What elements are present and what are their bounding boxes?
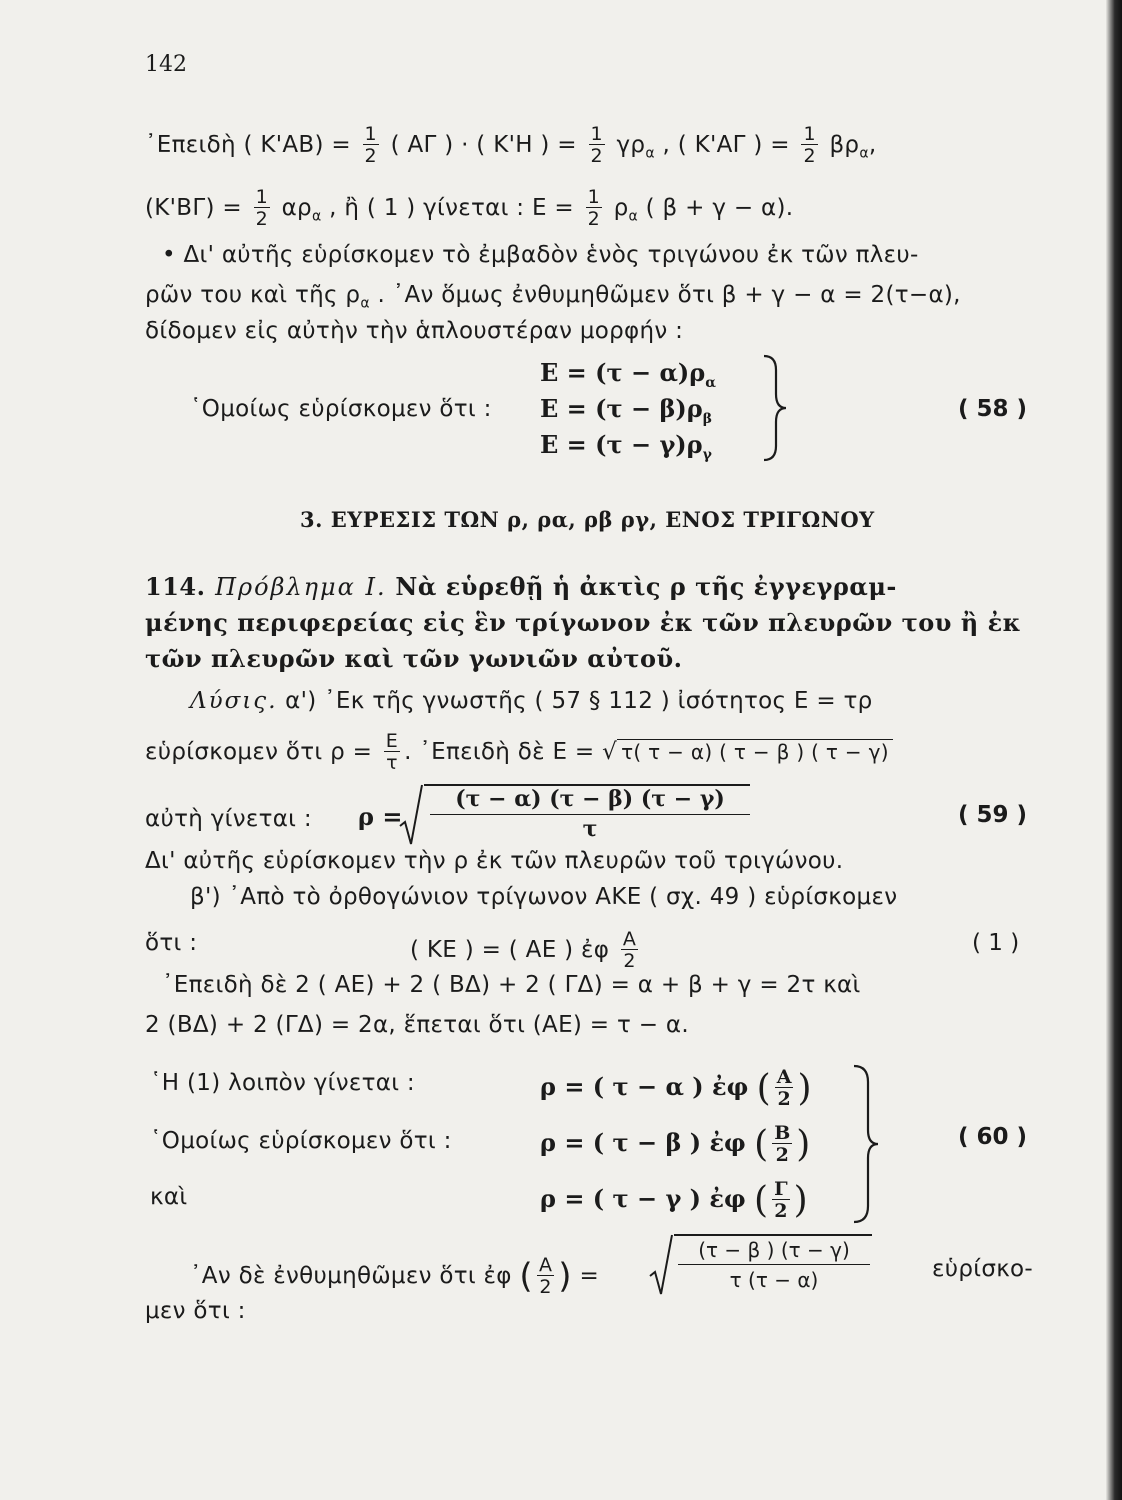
radical-numerator: (τ − β ) (τ − γ) bbox=[678, 1238, 870, 1265]
formula-line-20: ᾽Αν δὲ ἐνθυμηθῶμεν ὅτι ἐφ ( $\frac{A}{2}$ ) = bbox=[190, 1254, 600, 1298]
paragraph-line: • Δι' αὐτῆς εὑρίσκομεν τὸ ἐμβαδὸν ἑνὸς τριγώνου ἐκ τῶν πλευ- bbox=[162, 242, 919, 268]
fraction-g-over-2: $\frac{\Gamma}{2}$ bbox=[774, 1178, 788, 1222]
paragraph-line: ρῶν του καὶ τῆς $\rho_\alpha$ . ᾽Αν ὅμως ἐνθυμηθῶμεν ὅτι β + γ − α = 2(τ−α), bbox=[145, 282, 961, 312]
problem-statement-line-3: τῶν πλευρῶν καὶ τῶν γωνιῶν αὐτοῦ. bbox=[145, 644, 683, 673]
equation-58-row-3: $E = (\tau - \gamma)\rho_\gamma$ bbox=[540, 430, 712, 463]
fraction-half: $\frac{1}{2}$ bbox=[590, 123, 603, 167]
equation-60-row-2: ρ = ( τ − β ) ἐφ ( $\frac{B}{2}$ ) bbox=[540, 1122, 811, 1166]
equation-58-number: ( 58 ) bbox=[958, 396, 1028, 422]
equation-60-number: ( 60 ) bbox=[958, 1124, 1028, 1150]
page-number: 142 bbox=[145, 52, 187, 77]
problem-statement-line-1: 114. Πρόβλημα Ι. Νὰ εὑρεθῇ ἡ ἀκτὶς ρ τῆς ἐγγεγραμ- bbox=[145, 572, 897, 601]
problem-statement-line-2: μένης περιφερείας εἰς ἓν τρίγωνον ἐκ τῶν πλευρῶν του ἢ ἐκ bbox=[145, 608, 1022, 637]
formula-line-2: (Κ'ΒΓ) = $\frac{1}{2}$ $\alpha\rho_\alpha$ , ἢ ( 1 ) γίνεται : Ε = $\frac{1}{2}$ $\rho_\alpha$ ( β + γ − α). bbox=[145, 186, 794, 230]
equation-60-row-1: ρ = ( τ − α ) ἐφ ( $\frac{A}{2}$ ) bbox=[540, 1066, 812, 1110]
page-edge-shadow bbox=[1106, 0, 1122, 1500]
formula-line-14-label: ὅτι : bbox=[145, 930, 198, 956]
fraction-half: $\frac{1}{2}$ bbox=[587, 186, 600, 230]
paragraph-line-end: εὑρίσκο- bbox=[932, 1256, 1034, 1282]
equation-58-label: ῾Ομοίως εὑρίσκομεν ὅτι : bbox=[190, 396, 492, 422]
equation-59-denominator: τ bbox=[582, 816, 598, 842]
equation-60-label-2: ῾Ομοίως εὑρίσκομεν ὅτι : bbox=[150, 1128, 452, 1154]
fraction-a-over-2: $\frac{A}{2}$ bbox=[622, 928, 637, 972]
paragraph-line: Δι' αὐτῆς εὑρίσκομεν τὴν ρ ἐκ τῶν πλευρῶν τοῦ τριγώνου. bbox=[145, 848, 844, 874]
text-segment: ᾿Επειδὴ ( Κ'ΑΒ) = bbox=[145, 132, 351, 158]
equation-59-numerator: (τ − α) (τ − β) (τ − γ) bbox=[430, 786, 750, 815]
equation-59-lhs: ρ = bbox=[358, 802, 403, 831]
right-brace bbox=[750, 354, 790, 462]
text-segment: , ( Κ'ΑΓ ) = bbox=[662, 132, 790, 158]
right-brace bbox=[840, 1064, 880, 1224]
fraction-half: $\frac{1}{2}$ bbox=[255, 186, 268, 230]
fraction-half: $\frac{1}{2}$ bbox=[364, 123, 377, 167]
radical-bar bbox=[674, 1234, 872, 1236]
equation-58-row-1: $E = (\tau - \alpha)\rho_\alpha$ bbox=[540, 358, 717, 391]
fraction-b-over-2: $\frac{B}{2}$ bbox=[774, 1122, 791, 1166]
paragraph-line: 2 (ΒΔ) + 2 (ΓΔ) = 2α, ἕπεται ὅτι (ΑΕ) = τ − α. bbox=[145, 1012, 689, 1038]
formula-line-10: εὑρίσκομεν ὅτι ρ = $\frac{E}{\tau}$ . ᾿Επειδὴ δὲ Ε = √ τ( τ − α) ( τ − β ) ( τ − γ) bbox=[145, 732, 893, 773]
text-segment: ( ΑΓ ) · ( Κ'Η ) = bbox=[390, 132, 577, 158]
fraction-a-over-2: $\frac{A}{2}$ bbox=[776, 1066, 792, 1110]
equation-58-row-2: $E = (\tau - \beta)\rho_\beta$ bbox=[540, 394, 712, 427]
fraction-a-over-2: $\frac{A}{2}$ bbox=[538, 1254, 553, 1298]
radical-sign bbox=[398, 784, 424, 846]
equation-60-label-3: καὶ bbox=[150, 1184, 188, 1210]
paragraph-line: δίδομεν εἰς αὐτὴν τὴν ἁπλουστέραν μορφήν : bbox=[145, 318, 684, 344]
radical-sign bbox=[648, 1234, 674, 1296]
paragraph-line: μεν ὅτι : bbox=[145, 1298, 246, 1324]
solution-line: Λύσις. α') ᾿Εκ τῆς γνωστῆς ( 57 § 112 ) ἰσότητος Ε = τρ bbox=[190, 688, 873, 714]
section-title: 3. ΕΥΡΕΣΙΣ ΤΩΝ ρ, ρα, ρβ ργ, ΕΝΟΣ ΤΡΙΓΩΝΟΥ bbox=[300, 507, 875, 532]
paragraph-line: β') ᾽Απὸ τὸ ὀρθογώνιον τρίγωνον ΑΚΕ ( σχ. 49 ) εὑρίσκομεν bbox=[190, 884, 898, 910]
equation-59-number: ( 59 ) bbox=[958, 802, 1028, 828]
equation-1-number: ( 1 ) bbox=[972, 930, 1020, 956]
fraction-half: $\frac{1}{2}$ bbox=[803, 123, 816, 167]
radical-denominator: τ (τ − α) bbox=[729, 1268, 819, 1292]
equation-60-row-3: ρ = ( τ − γ ) ἐφ ( $\frac{\Gamma}{2}$ ) bbox=[540, 1178, 808, 1222]
formula-line-14: ( ΚΕ ) = ( ΑΕ ) ἐφ $\frac{A}{2}$ bbox=[410, 928, 637, 972]
paragraph-line: ᾿Επειδὴ δὲ 2 ( ΑΕ) + 2 ( ΒΔ) + 2 ( ΓΔ) = α + β + γ = 2τ καὶ bbox=[162, 972, 861, 998]
equation-59-label: αὐτὴ γίνεται : bbox=[145, 806, 312, 832]
formula-line-1: ᾿Επειδὴ ( Κ'ΑΒ) = $\frac{1}{2}$ ( ΑΓ ) · ( Κ'Η ) = $\frac{1}{2}$ $\gamma\rho_\alpha$ , ( Κ'ΑΓ ) = $\frac{1}{2}$ $\beta\rho_\alpha$, bbox=[145, 123, 877, 167]
equation-60-label-1: ῾Η (1) λοιπὸν γίνεται : bbox=[150, 1070, 415, 1096]
fraction-e-over-t: $\frac{E}{\tau}$ bbox=[385, 730, 399, 774]
